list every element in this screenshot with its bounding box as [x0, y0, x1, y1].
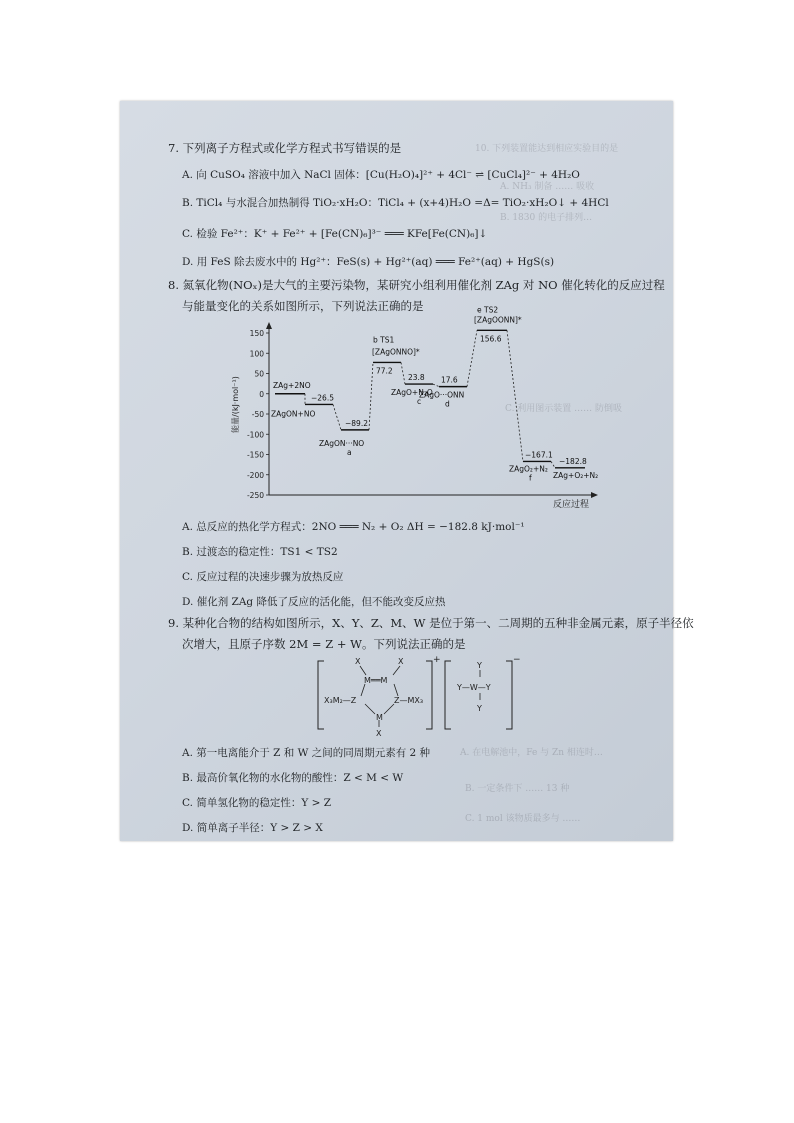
cation-bracket — [318, 661, 432, 729]
y-tick-label: -250 — [246, 491, 264, 500]
structure-x-bottom: X — [376, 729, 382, 738]
q9-option-d: D. 简单离子半径：Y > Z > X — [182, 822, 323, 834]
q8-option-c: C. 反应过程的决速步骤为放热反应 — [182, 571, 344, 583]
q8-stem-line2: 与能量变化的关系如图所示，下列说法正确的是 — [182, 299, 424, 313]
y-tick-label: 100 — [249, 349, 264, 359]
q8-option-b: B. 过渡态的稳定性：TS1 < TS2 — [182, 546, 338, 558]
energy-level-label: a — [347, 447, 352, 457]
anion-y-bottom: Y — [477, 704, 482, 713]
energy-level-label: [ZAgOONN]* — [474, 315, 522, 325]
energy-level-label: c — [417, 397, 422, 407]
bleed-through-text: C. 利用图示装置 …… 防倒吸 — [505, 404, 623, 414]
energy-level-label: 77.2 — [376, 366, 393, 376]
y-tick-label: 150 — [249, 329, 264, 338]
energy-level-label: −89.2 — [345, 418, 368, 428]
q7-option-c: C. 检验 Fe²⁺：K⁺ + Fe²⁺ + [Fe(CN)₆]³⁻ ═══ KFe[Fe(CN)₆]↓ — [182, 228, 488, 240]
x-axis — [269, 492, 598, 498]
q7-stem: 7. 下列离子方程式或化学方程式书写错误的是 — [168, 141, 402, 155]
level-connector — [369, 362, 373, 429]
anion-y-top: Y — [477, 661, 482, 670]
anion-bracket — [445, 661, 512, 729]
structure-x-top-right: X — [398, 657, 404, 666]
energy-level-label: [ZAgONNO]* — [372, 347, 420, 357]
level-connector — [551, 461, 555, 467]
energy-level-label: ZAgON+NO — [271, 409, 316, 419]
energy-level-label: 17.6 — [441, 375, 458, 385]
y-tick-label: -50 — [251, 410, 264, 419]
level-connector — [507, 330, 523, 461]
energy-level-label: e TS2 — [477, 305, 499, 315]
structure-right-group: Z—MX₃ — [394, 696, 424, 705]
y-tick-label: 0 — [259, 389, 264, 399]
energy-level-label: −167.1 — [525, 450, 553, 460]
energy-level-label: −182.8 — [559, 456, 587, 466]
bleed-through-text: B. 1830 的电子排列… — [500, 213, 593, 223]
energy-level-label: b TS1 — [373, 335, 395, 345]
energy-level-label: −26.5 — [311, 393, 334, 403]
energy-level-label: ZAgO+N₂O — [391, 388, 433, 398]
bleed-through-text: A. NH₃ 制备 …… 吸收 — [500, 182, 595, 192]
y-axis-label: 能量/(kJ·mol⁻¹) — [231, 376, 240, 433]
energy-level-label: 23.8 — [408, 373, 425, 383]
bleed-through-text: C. 1 mol 该物质最多与 …… — [465, 814, 581, 824]
structure-x-top-left: X — [355, 657, 361, 666]
level-connector — [467, 330, 477, 386]
y-tick-label: 50 — [254, 369, 264, 379]
structure-m-double-bond: M══M — [364, 676, 388, 685]
q9-option-c: C. 简单氢化物的稳定性：Y > Z — [182, 797, 332, 809]
energy-level-label: d — [445, 399, 450, 409]
q7-option-a: A. 向 CuSO₄ 溶液中加入 NaCl 固体：[Cu(H₂O)₄]²⁺ + 4Cl⁻ ⇌ [CuCl₄]²⁻ + 4H₂O — [182, 169, 580, 181]
q9-stem-line2: 次增大，且原子序数 2M = Z + W。下列说法正确的是 — [182, 637, 466, 651]
q8-option-d: D. 催化剂 ZAg 降低了反应的活化能，但不能改变反应热 — [182, 596, 446, 608]
energy-level-label: f — [529, 473, 532, 483]
bleed-through-text: B. 一定条件下 …… 13 种 — [465, 784, 570, 794]
energy-profile-chart — [225, 305, 615, 513]
q9-stem-line1: 9. 某种化合物的结构如图所示，X、Y、Z、M、W 是位于第一、二周期的五种非金属元素，原子半径依 — [168, 616, 694, 630]
q8-stem-line1: 8. 氮氧化物(NOₓ)是大气的主要污染物，某研究小组利用催化剂 ZAg 对 NO 催化转化的反应过程 — [168, 278, 665, 292]
energy-level-label: 156.6 — [480, 334, 502, 344]
energy-level-label: ZAg+2NO — [273, 380, 311, 390]
y-tick-label: -200 — [246, 470, 264, 480]
q7-option-b: B. TiCl₄ 与水混合加热制得 TiO₂·xH₂O：TiCl₄ + (x+4)H₂O =Δ= TiO₂·xH₂O↓ + 4HCl — [182, 197, 609, 209]
x-axis-label: 反应过程 — [553, 500, 590, 510]
energy-level-label: ZAgO···ONN — [419, 390, 465, 400]
y-tick-label: -100 — [246, 430, 264, 440]
anion-middle: Y—W—Y — [457, 683, 491, 692]
energy-level-label: ZAg+O₂+N₂ — [553, 470, 599, 480]
photographed-page — [120, 101, 694, 841]
level-connector — [401, 362, 405, 384]
anion-charge: − — [513, 655, 521, 665]
cation-charge: + — [433, 655, 441, 665]
bleed-through-text: 10. 下列装置能达到相应实验目的是 — [475, 144, 619, 154]
q7-option-d: D. 用 FeS 除去废水中的 Hg²⁺：FeS(s) + Hg²⁺(aq) ═══ Fe²⁺(aq) + HgS(s) — [182, 256, 555, 268]
energy-level-label: ZAgO₂+N₂ — [509, 464, 548, 474]
y-tick-label: -150 — [246, 450, 264, 460]
level-connector — [333, 404, 341, 429]
bleed-through-text: A. 在电解池中，Fe 与 Zn 相连时… — [460, 748, 603, 758]
structure-left-group: X₃M₂—Z — [324, 696, 357, 705]
q9-option-a: A. 第一电离能介于 Z 和 W 之间的同周期元素有 2 种 — [182, 747, 431, 759]
q8-option-a: A. 总反应的热化学方程式：2NO ═══ N₂ + O₂ ΔH = −182.8 kJ·mol⁻¹ — [182, 521, 525, 533]
q9-option-b: B. 最高价氧化物的水化物的酸性：Z < M < W — [182, 772, 404, 784]
compound-structure — [308, 649, 521, 741]
energy-level-label: ZAgON···NO — [319, 438, 365, 448]
level-connector — [433, 384, 439, 387]
structure-m-bottom: M — [376, 713, 383, 722]
